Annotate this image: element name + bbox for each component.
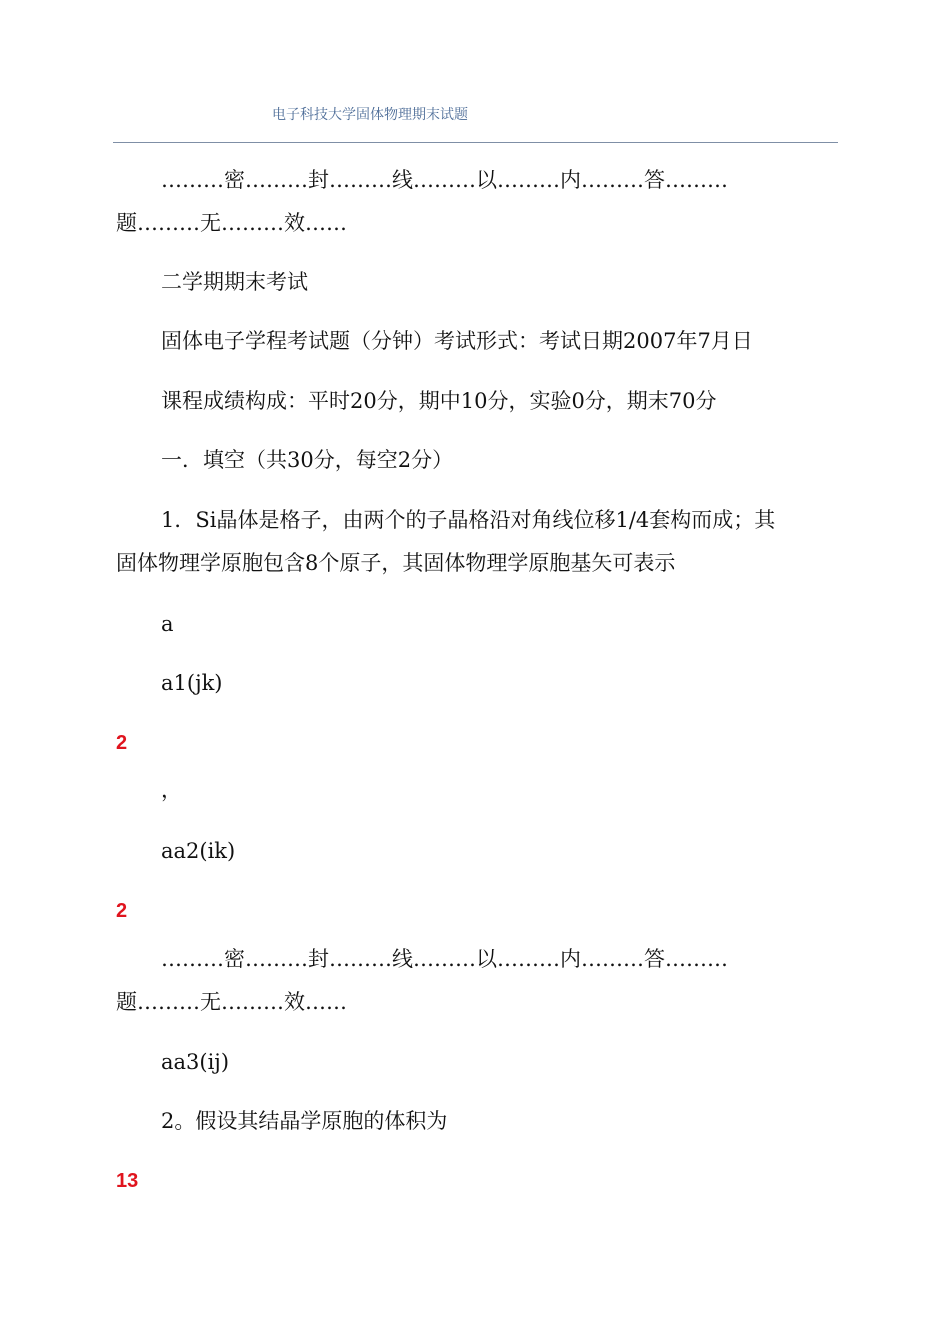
header-divider	[113, 142, 838, 143]
seal-line-bottom-2: 题………无………效……	[116, 990, 347, 1014]
red-marker-2: 2	[116, 900, 128, 922]
equation-a: a	[161, 612, 174, 636]
seal-line-top-2: ………密………封………线………以………内………答………	[161, 947, 728, 971]
red-marker-1: 2	[116, 732, 128, 754]
document-header-title: 电子科技大学固体物理期末试题	[272, 107, 468, 123]
semester-title: 二学期期末考试	[161, 270, 308, 294]
question-1-line-1: 1．Si晶体是格子，由两个的子晶格沿对角线位移1/4套构而成；其	[161, 508, 776, 532]
seal-line-top: ………密………封………线………以………内………答………	[161, 168, 728, 192]
equation-a2: aa2(ik)	[161, 839, 236, 863]
grading-info: 课程成绩构成：平时20分，期中10分，实验0分，期末70分	[161, 389, 717, 413]
seal-line-bottom: 题………无………效……	[116, 211, 347, 235]
question-1-line-2: 固体物理学原胞包含8个原子，其固体物理学原胞基矢可表示	[116, 551, 676, 575]
exam-info: 固体电子学程考试题（分钟）考试形式：考试日期2007年7月日	[161, 329, 753, 353]
equation-a3: aa3(ij)	[161, 1050, 230, 1074]
red-marker-3: 13	[116, 1170, 139, 1192]
equation-a1: a1(jk)	[161, 671, 223, 695]
section-heading: 一．填空（共30分，每空2分）	[161, 448, 454, 472]
comma-line: ，	[161, 778, 182, 802]
question-2-line-1: 2。假设其结晶学原胞的体积为	[161, 1109, 448, 1133]
